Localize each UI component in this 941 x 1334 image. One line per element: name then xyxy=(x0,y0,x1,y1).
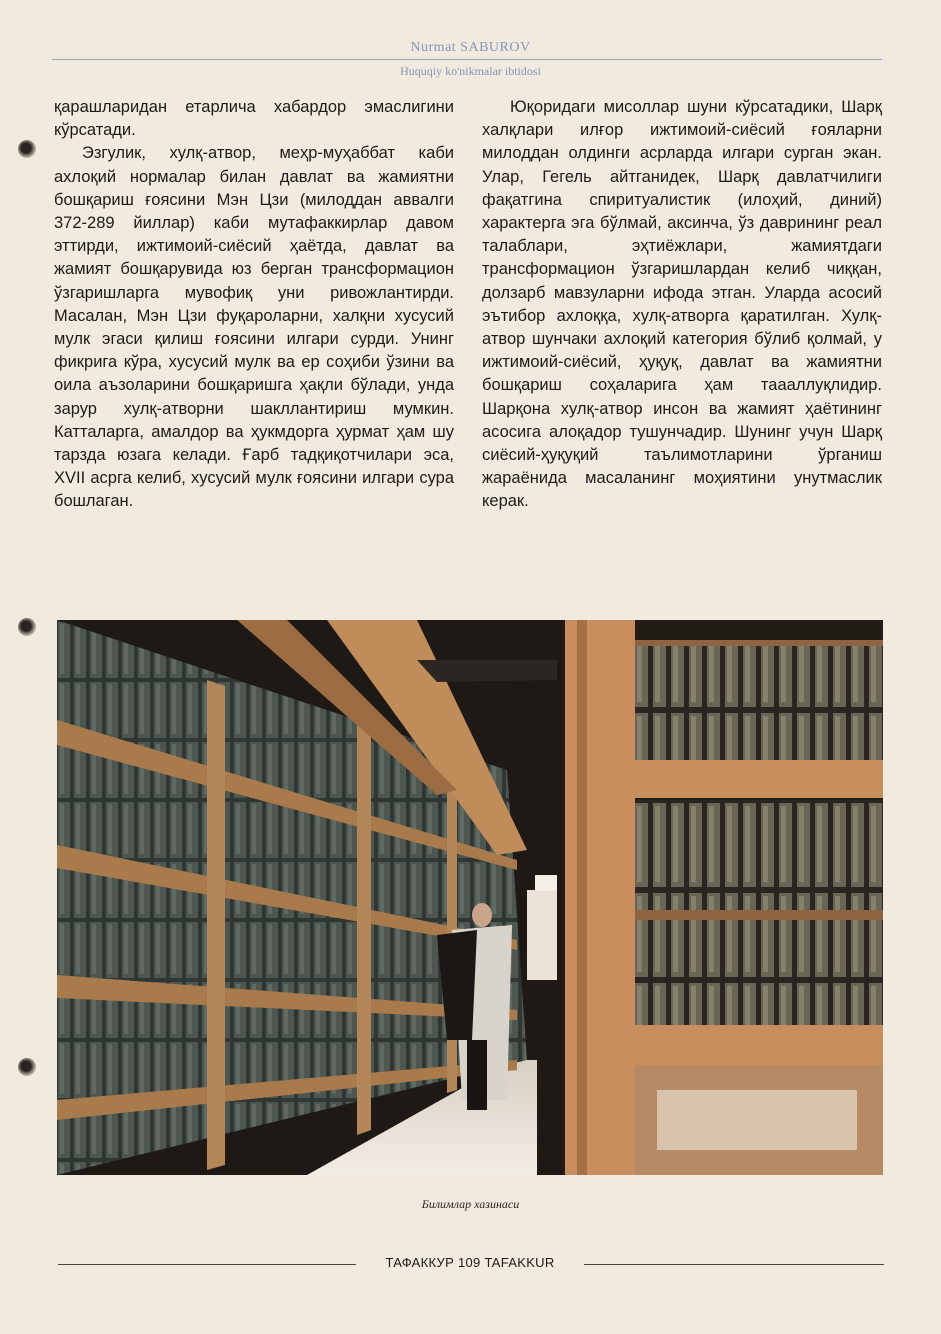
text-column-left xyxy=(54,96,454,514)
footer-divider-right xyxy=(584,1264,884,1265)
punch-hole-icon xyxy=(18,618,36,636)
footer-divider-left xyxy=(58,1264,356,1265)
library-photo xyxy=(57,620,883,1175)
library-photo-illustration xyxy=(57,620,883,1175)
footer-page-label: ТАФАККУР 109 TAFAKKUR xyxy=(385,1255,555,1270)
header-divider xyxy=(52,59,882,60)
header-author: Nurmat SABUROV xyxy=(410,40,531,55)
paragraph: Юқоридаги мисоллар шуни кўрсатадики, Шарқ халқлари илғор ижтимоий-сиёсий ғояларни милоддан олдинги асрларда илгари сурган экан. Улар, Гегель айтганидек, Шарқ давлатчилиги фақатгина спиритуалистик (илоҳий, диний) характерга эга бўлмай, аксинча, ўз даврининг реал талаблари, эҳтиёжлари, жамиятдаги трансформацион ўзгаришлардан келиб чиққан, долзарб мавзуларни ифода этган. Уларда асосий эътибор ахлоққа, хулқ-атворга қаратилган. Хулқ-атвор шунчаки ахлоқий категория бўлиб қолмай, у ижтимоий-сиёсий, ҳуқуқ, давлат ва жамиятни бошқариш соҳаларига ҳам таааллуқлидир. Шарқона хулқ-атвор инсон ва жамият ҳаётининг асосига алоқадор тушунчадир. Шунинг учун Шарқ сиёсий-ҳуқуқий таълимотларини ўрганиш жараёнида масаланинг моҳиятини унутмаслик керак. xyxy=(482,98,882,511)
paragraph: Эзгулик, хулқ-атвор, меҳр-муҳаббат каби ахлоқий нормалар билан давлат ва жамиятни бошқариш ғоясини Мэн Цзи (милоддан аввалги 372-289 йиллар) каби мутафаккирлар давом эттирди, ижтимоий-сиёсий ҳаётда, давлат ва жамият бошқарувида юз берган трансформацион ўзгаришларга мувофиқ уни ривожлантирди. Масалан, Мэн Цзи фуқароларни, халқни хусусий мулк эгаси қилиш ғоясини илгари сурди. Унинг фикрига кўра, хусусий мулк ва ер соҳиби ўзини ва оила аъзоларини бошқаришга ҳақли бўлади, унда зарур хулқ-атворни шакллантириш мумкин. Катталарга, амалдор ва ҳукмдорга ҳурмат ҳам шу тарзда юзага келади. Ғарб тадқиқотчилари эса, XVII асрга келиб, хусусий мулк ғоясини илгари сура бошлаган. xyxy=(54,144,454,511)
photo-caption: Билимлар хазинаси xyxy=(421,1197,520,1211)
text-column-right xyxy=(482,96,882,514)
paragraph: қарашларидан етарлича хабардор эмаслигини кўрсатади. xyxy=(54,98,454,140)
punch-hole-icon xyxy=(18,140,36,158)
header-subtitle: Huquqiy ko'nikmalar ibtidosi xyxy=(400,64,541,78)
punch-hole-icon xyxy=(18,1058,36,1076)
